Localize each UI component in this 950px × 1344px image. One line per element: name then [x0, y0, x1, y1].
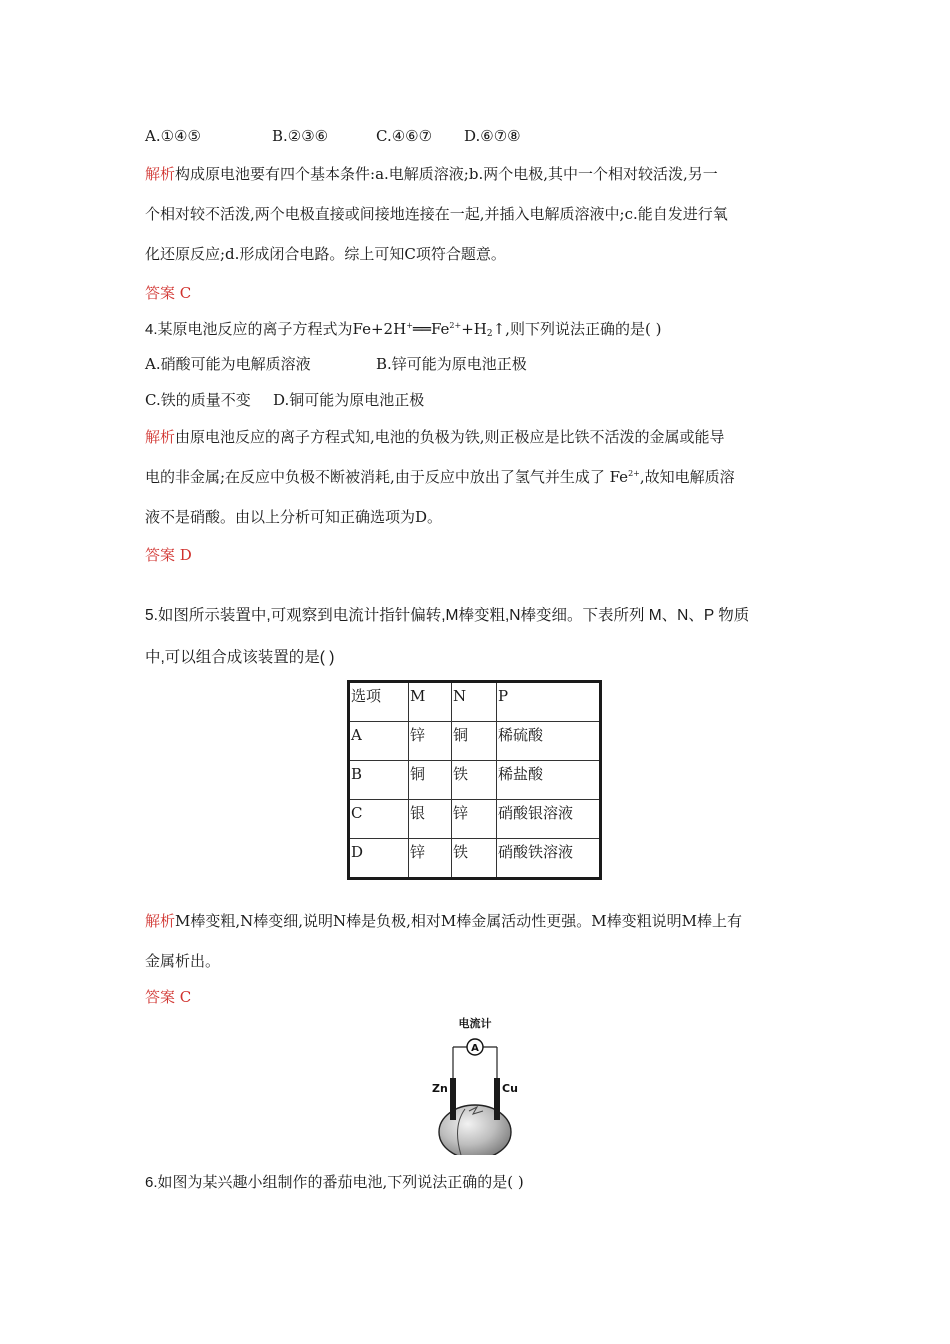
table-row — [349, 800, 601, 839]
q4-stem-before: 某原电池反应的离子方程式为Fe+2H — [157, 320, 407, 338]
q4-sup-plus: + — [406, 321, 413, 330]
ammeter-symbol: A — [471, 1043, 479, 1054]
table-cell: 铜 — [409, 761, 452, 800]
table-cell: 铁 — [452, 839, 497, 879]
cu-label: Cu — [502, 1082, 518, 1095]
q3-analysis-label: 解析 — [145, 165, 176, 183]
table-row — [349, 761, 601, 800]
table-header-row — [349, 682, 601, 722]
table-cell: 锌 — [452, 800, 497, 839]
q4-option-c: C.铁的质量不变 — [145, 391, 251, 409]
q4-answer — [145, 544, 192, 565]
table-cell: 铜 — [452, 722, 497, 761]
table-header-cell: M — [409, 682, 452, 722]
q5-options-table — [347, 680, 602, 880]
table-row — [349, 722, 601, 761]
q4-option-b: B.锌可能为原电池正极 — [376, 355, 527, 373]
tomato-battery-diagram — [425, 1015, 525, 1155]
q6-stem-text: 如图为某兴趣小组制作的番茄电池,下列说法正确的是( ) — [157, 1173, 524, 1191]
q4-equation-h: +H — [461, 320, 487, 338]
q4-equation-mid: ══Fe — [412, 320, 450, 338]
q5-answer-label: 答案 — [145, 988, 176, 1006]
q4-options-cd — [145, 389, 424, 410]
q4-analysis-line-2 — [145, 466, 735, 487]
q4-number: 4. — [145, 321, 158, 338]
tomato-icon — [439, 1105, 511, 1155]
zn-label: Zn — [432, 1082, 448, 1095]
q3-option-d: D.⑥⑦⑧ — [464, 127, 521, 145]
q3-option-b: B.②③⑥ — [272, 127, 329, 145]
table-cell: 稀盐酸 — [497, 761, 601, 800]
q3-option-c: C.④⑥⑦ — [376, 127, 433, 145]
q4-analysis-text-2b: ,故知电解质溶 — [639, 468, 735, 486]
table-cell: 锌 — [409, 722, 452, 761]
zn-electrode — [450, 1078, 456, 1120]
table-cell: A — [349, 722, 409, 761]
table-header-cell: P — [497, 682, 601, 722]
cu-electrode — [494, 1078, 500, 1120]
q4-analysis-text-2a: 电的非金属;在反应中负极不断被消耗,由于反应中放出了氢气并生成了 Fe — [145, 468, 629, 486]
q5-analysis-label: 解析 — [145, 912, 176, 930]
q4-sup-2plus: 2+ — [449, 321, 462, 330]
q3-option-a: A.①④⑤ — [145, 127, 201, 145]
table-cell: 铁 — [452, 761, 497, 800]
table-header-cell: 选项 — [349, 682, 409, 722]
q6-number: 6. — [145, 1174, 158, 1191]
q4-options-ab — [145, 353, 527, 374]
q4-answer-value: D — [179, 546, 192, 564]
q4-analysis-sup: 2+ — [628, 469, 640, 478]
meter-label: 电流计 — [458, 1017, 492, 1030]
q3-analysis-line-3: 化还原反应;d.形成闭合电路。综上可知C项符合题意。 — [145, 245, 506, 263]
q4-analysis-line-3: 液不是硝酸。由以上分析可知正确选项为D。 — [145, 508, 443, 526]
q3-answer — [145, 282, 191, 303]
q3-analysis-text-1: 构成原电池要有四个基本条件:a.电解质溶液;b.两个电极,其中一个相对较活泼,另一 — [175, 165, 718, 183]
q5-answer-value: C — [179, 988, 192, 1006]
q4-analysis-line-1 — [145, 426, 725, 447]
table-cell: 硝酸银溶液 — [497, 800, 601, 839]
table-cell: 锌 — [409, 839, 452, 879]
q5-answer — [145, 986, 191, 1007]
q3-options — [145, 127, 521, 145]
q5-stem-line-1: 5.如图所示装置中,可观察到电流计指针偏转,M棒变粗,N棒变细。下表所列 M、N、P 物质 — [145, 607, 750, 624]
q4-option-a: A.硝酸可能为电解质溶液 — [145, 355, 311, 373]
q4-analysis-label: 解析 — [145, 428, 176, 446]
table-cell: D — [349, 839, 409, 879]
tomato-battery-figure — [425, 1015, 525, 1155]
table-cell: 稀硫酸 — [497, 722, 601, 761]
q4-analysis-text-1: 由原电池反应的离子方程式知,电池的负极为铁,则正极应是比铁不活泼的金属或能导 — [175, 428, 725, 446]
q4-sub-2: 2 — [486, 329, 493, 339]
q4-stem — [145, 318, 661, 339]
q5-analysis-line-1 — [145, 910, 742, 931]
q4-answer-label: 答案 — [145, 546, 176, 564]
q4-stem-after: ↑,则下列说法正确的是( ) — [492, 320, 662, 338]
q6-stem — [145, 1171, 524, 1192]
table-cell: B — [349, 761, 409, 800]
table-row — [349, 839, 601, 879]
q3-answer-value: C — [179, 284, 192, 302]
q3-analysis-line-1 — [145, 163, 718, 184]
q3-answer-label: 答案 — [145, 284, 176, 302]
q5-stem-line-2: 中,可以组合成该装置的是( ) — [145, 649, 335, 666]
q5-analysis-text-1: M棒变粗,N棒变细,说明N棒是负极,相对M棒金属活动性更强。M棒变粗说明M棒上有 — [175, 912, 743, 930]
q5-analysis-line-2: 金属析出。 — [145, 952, 221, 970]
table-header-cell: N — [452, 682, 497, 722]
q3-analysis-line-2: 个相对较不活泼,两个电极直接或间接地连接在一起,并插入电解质溶液中;c.能自发进行氧 — [145, 205, 728, 223]
q4-option-d: D.铜可能为原电池正极 — [273, 391, 425, 409]
table-cell: C — [349, 800, 409, 839]
table-cell: 银 — [409, 800, 452, 839]
table-cell: 硝酸铁溶液 — [497, 839, 601, 879]
